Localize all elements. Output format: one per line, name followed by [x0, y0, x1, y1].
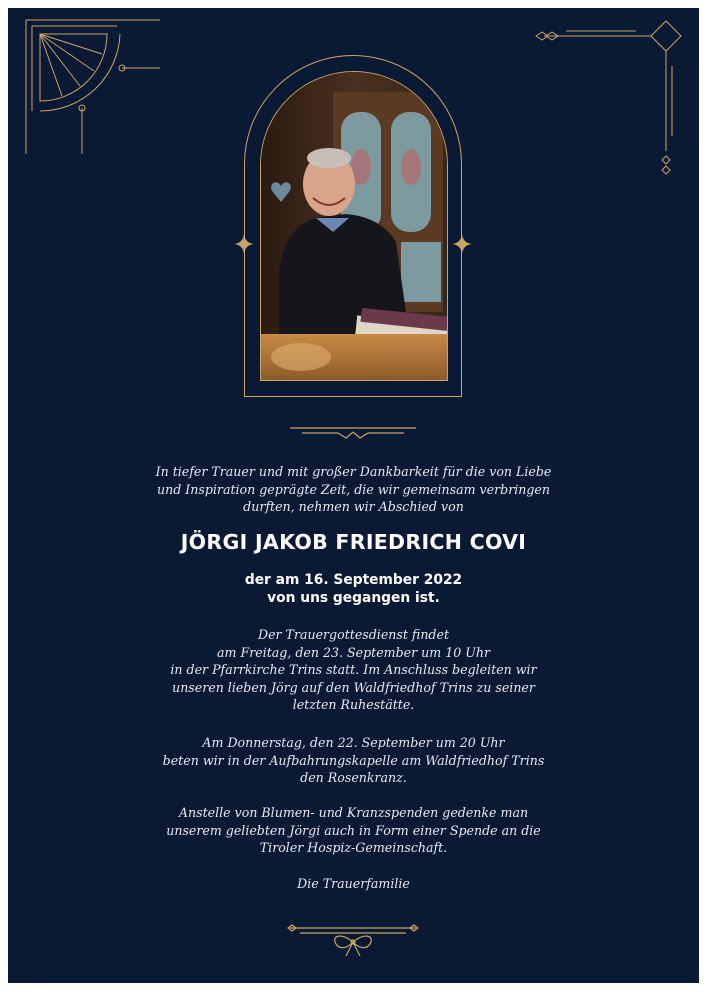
funeral-service-text: [8, 626, 699, 714]
rosary-line: beten wir in der Aufbahrungskapelle am Waldfriedhof Trins: [162, 752, 545, 768]
service-line: unseren lieben Jörg auf den Waldfriedhof Trins zu seiner: [172, 679, 535, 695]
corner-ornament-top-right: [526, 16, 696, 186]
signature: Die Trauerfamilie: [297, 876, 410, 891]
donation-line: Tiroler Hospiz-Gemeinschaft.: [259, 840, 448, 856]
corner-ornament-top-left: [22, 16, 162, 156]
rosary-text: [8, 734, 699, 787]
death-date-line: von uns gegangen ist.: [267, 590, 440, 606]
portrait-image: [261, 72, 448, 381]
service-line: am Freitag, den 23. September um 10 Uhr: [217, 644, 490, 660]
obituary-card: [8, 8, 699, 983]
intro-line: und Inspiration geprägte Zeit, die wir gemeinsam verbringen: [157, 481, 550, 497]
donation-line: Anstelle von Blumen- und Kranzspenden gedenke man: [178, 805, 529, 820]
diamond-star-icon-right: [452, 234, 472, 254]
donation-line: unserem geliebten Jörgi auch in Form einer Spende an die: [166, 822, 541, 838]
bow-ornament: [286, 922, 420, 962]
intro-text: [8, 463, 699, 516]
divider-ornament: [288, 424, 418, 440]
service-line: letzten Ruhestätte.: [292, 697, 415, 713]
deceased-name: JÖRGI JAKOB FRIEDRICH COVI: [180, 530, 527, 554]
rosary-line: Am Donnerstag, den 22. September um 20 Uhr: [202, 735, 505, 750]
service-line: in der Pfarrkirche Trins statt. Im Anschluss begleiten wir: [170, 662, 537, 678]
intro-line: In tiefer Trauer und mit großer Dankbarkeit für die von Liebe: [155, 464, 552, 479]
rosary-line: den Rosenkranz.: [300, 770, 407, 786]
death-date-line: der am 16. September 2022: [244, 572, 463, 588]
portrait-photo: [260, 71, 448, 381]
intro-line: durften, nehmen wir Abschied von: [243, 499, 464, 515]
diamond-star-icon-left: [234, 234, 254, 254]
donation-text: [8, 804, 699, 857]
service-line: Der Trauergottesdienst findet: [257, 627, 450, 642]
death-date-text: [8, 571, 699, 607]
